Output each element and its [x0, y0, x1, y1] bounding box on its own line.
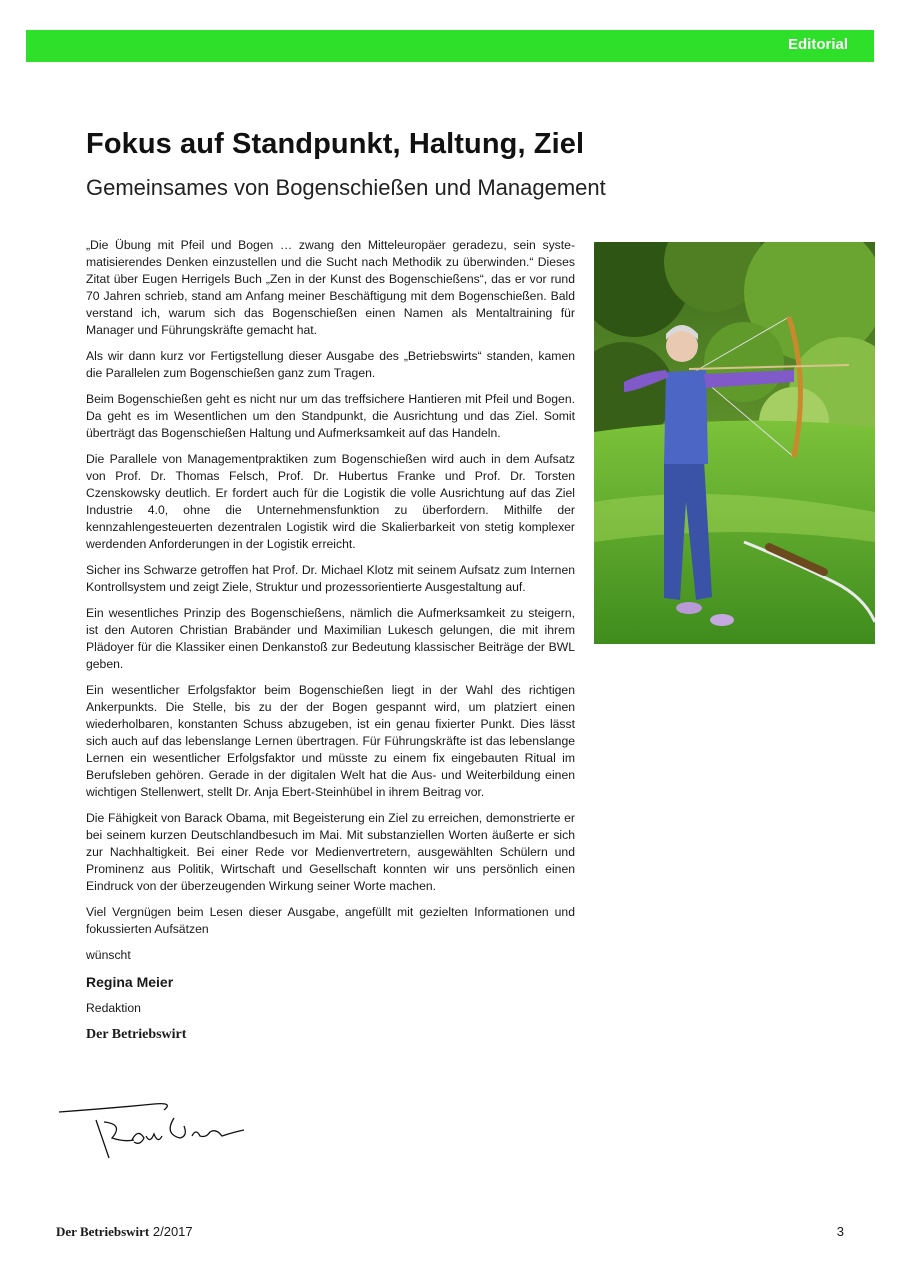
closing-word: wünscht: [86, 948, 131, 962]
section-bar: [26, 30, 874, 62]
body-paragraph: Ein wesentliches Prinzip des Bogenschießens, nämlich die Aufmerksamkeit zu steigern, ist den Autoren Christian Brabänder und Maximilian Lukesch gelungen, die mit ihrem Plädoyer für die Klassiker einen Denkanstoß zur Bedeutung klassischer Beiträge der BWL geben.: [86, 606, 575, 671]
body-paragraph: Sicher ins Schwarze getroffen hat Prof. Dr. Michael Klotz mit seinem Aufsatz zum Internen Kontrollsystem und zeigt Ziele, Struktur und prozessorientierte Ausgestaltung auf.: [86, 563, 575, 594]
body-paragraph: Ein wesentlicher Erfolgsfaktor beim Bogenschießen liegt in der Wahl des richtigen Ankerpunkts. Die Stelle, bis zu der der Bogen gespannt wird, um platziert einen wiederholbaren, konstanten Schuss abzugeben, ist ein genau fixierter Punkt. Dies lässt sich auch auf das lebenslange Lernen übertragen. Für Führungskräfte ist das lebenslange Lernen ein wesentlicher Erfolgsfaktor und müsste zu einem fix eingebauten Ritual im Berufsleben gehören. Gerade in der digitalen Welt hat die Aus- und Weiterbildung einen wichtigen Stellenwert, stellt Dr. Anja Ebert-Steinhübel in ihrem Beitrag vor.: [86, 683, 575, 799]
body-paragraph: Als wir dann kurz vor Fertigstellung dieser Ausgabe des „Betriebswirts“ standen, kamen die Parallelen zum Bogenschießen ganz zum Tragen.: [86, 349, 575, 380]
author-publication: Der Betriebswirt: [86, 1027, 187, 1042]
footer-publication: Der Betriebswirt: [56, 1224, 150, 1239]
footer-issue-number: 2/2017: [149, 1224, 193, 1239]
article-title: Fokus auf Standpunkt, Haltung, Ziel: [86, 128, 585, 160]
author-name: Regina Meier: [86, 974, 174, 990]
article-body: [86, 237, 575, 1053]
body-paragraph: Die Parallele von Managementpraktiken zum Bogenschießen wird auch in dem Aufsatz von Prof. Dr. Thomas Felsch, Prof. Dr. Hubertus Franke und Prof. Dr. Torsten Czenskowsky deutlich. Er fordert auch für die Logistik die volle Ausrichtung auf das Ziel Industrie 4.0, ohne die Unternehmensfunktion zu überfordern. Mithilfe der kennzahlengesteuerten dezentralen Logistik wird die Skalierbarkeit von stetig komplexer werdenden Anforderungen in der Logistik erreicht.: [86, 452, 575, 551]
page-number: 3: [836, 1224, 844, 1239]
handwritten-signature: [54, 1098, 254, 1168]
author-role: Redaktion: [86, 1001, 141, 1015]
body-paragraph: „Die Übung mit Pfeil und Bogen … zwang den Mitteleuropäer geradezu, sein systematisierendes Denken einzustellen und die Sucht nach Methodik zu überwinden.“ Dieses Zitat über Eugen Herrigels Buch „Zen in der Kunst des Bogenschießens“, das er vor rund 70 Jahren schrieb, stand am Anfang meiner Beschäftigung mit dem Bogenschießen. Bald verstand ich, warum sich das Bogenschießen einen Namen als Mentaltraining für Manager und Führungskräfte gemacht hat.: [86, 238, 575, 337]
body-paragraph: Die Fähigkeit von Barack Obama, mit Begeisterung ein Ziel zu erreichen, demonstrierte er bei seinem kurzen Deutschlandbesuch im Mai. Mit substanziellen Worten äußerte er sich zur Nachhaltigkeit. Bei einer Rede vor Medienvertretern, ausgewählten Schülern und Prominenz aus Politik, Wirtschaft und Gesellschaft konnten wir uns persönlich einen Eindruck von der überzeugenden Wirkung seiner Worte machen.: [86, 811, 575, 893]
body-paragraph: Viel Vergnügen beim Lesen dieser Ausgabe, angefüllt mit gezielten Informationen und fokussierten Aufsätzen: [86, 905, 575, 936]
body-paragraph: Beim Bogenschießen geht es nicht nur um das treffsichere Hantieren mit Pfeil und Bogen. Da geht es im Wesentlichen um den Standpunkt, die Ausrichtung und das Ziel. Somit überträgt das Bogenschießen Haltung und Aufmerksamkeit auf das Handeln.: [86, 392, 575, 440]
article-subtitle: Gemeinsames von Bogenschießen und Management: [86, 175, 606, 200]
section-label: Editorial: [787, 36, 848, 53]
archer-photo: [594, 242, 875, 644]
footer-issue: [56, 1224, 193, 1240]
